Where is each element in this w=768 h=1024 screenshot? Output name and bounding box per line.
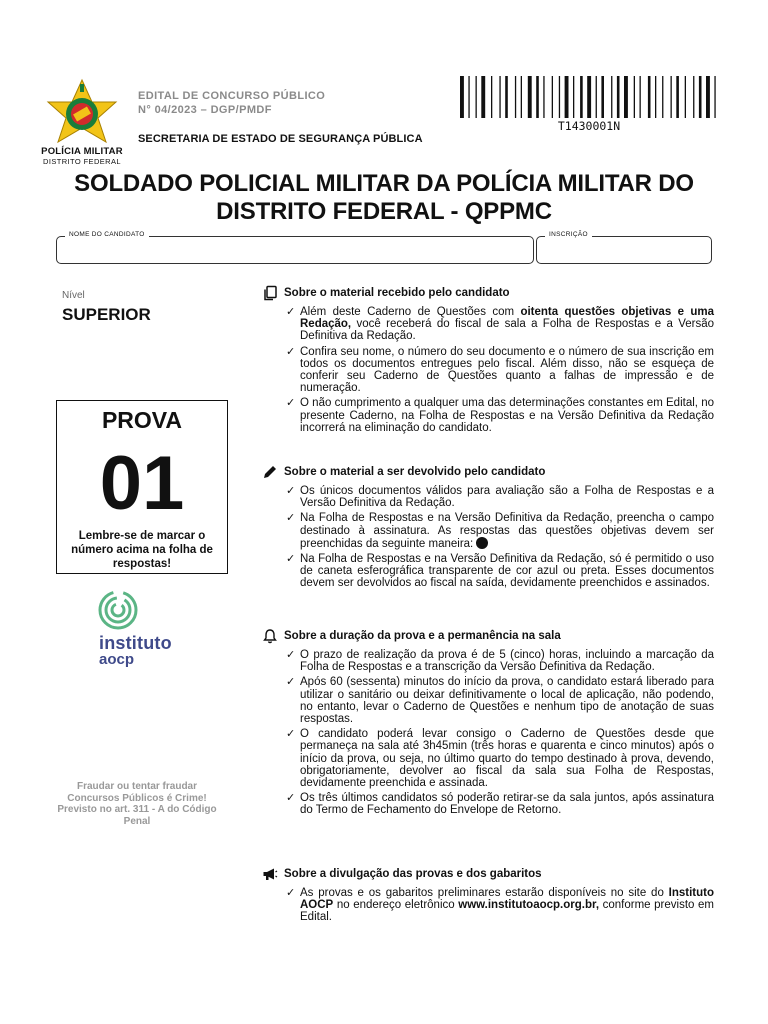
page-title-line2: DISTRITO FEDERAL - QPPMC bbox=[216, 198, 552, 225]
fraud-notice: Fraudar ou tentar fraudar Concursos Públicos é Crime! Previsto no art. 311 - A do Código Penal bbox=[57, 781, 217, 827]
pencil-icon bbox=[262, 464, 278, 480]
list-item: ✓ Na Folha de Respostas e na Versão Definitiva da Redação, preencha o campo destinado à assinatura. As respostas das questões objetivas devem ser preenchidas da seguinte maneira: bbox=[286, 511, 714, 550]
section-title: Sobre a duração da prova e a permanência na sala bbox=[284, 630, 561, 642]
list-item: ✓ As provas e os gabaritos preliminares estarão disponíveis no site do Instituto AOCP no endereço eletrônico www.institutoaocp.org.br, conforme previsto em Edital. bbox=[286, 886, 715, 924]
list-item: ✓ Além deste Caderno de Questões com oitenta questões objetivas e uma Redação, você receberá do fiscal de sala a Folha de Respostas e a Versão Definitiva da Redação. bbox=[286, 305, 715, 343]
section-material-devolvido bbox=[262, 464, 714, 593]
instituto-aocp-logo-icon bbox=[98, 590, 138, 630]
list-item: ✓ O não cumprimento a qualquer uma das determinações constantes em Edital, no presente Caderno, na Folha de Respostas e na Versão Definitiva da Redação incorrerá na eliminação do candidato. bbox=[286, 396, 714, 434]
bell-icon bbox=[262, 628, 278, 644]
section-duracao-prova bbox=[262, 628, 714, 820]
secretaria-name: SECRETARIA DE ESTADO DE SEGURANÇA PÚBLICA bbox=[138, 133, 423, 145]
inscricao-label: INSCRIÇÃO bbox=[545, 231, 592, 238]
page-title bbox=[30, 170, 738, 226]
section-material-recebido bbox=[262, 285, 714, 437]
section-title: Sobre o material a ser devolvido pelo candidato bbox=[284, 466, 546, 478]
aocp-name-line2: aocp bbox=[99, 651, 135, 668]
candidate-name-label: NOME DO CANDIDATO bbox=[65, 231, 149, 238]
list-item: ✓ O candidato poderá levar consigo o Caderno de Questões desde que permaneça na sala até 3h45min (três horas e quarenta e cinco minutos) após o início da prova, ou seja, no último quarto do tempo destinado à prova, devendo, obrigatoriamente, devolver ao fiscal da sala sua Folha de Respostas, devidamente preenchida e assinada. bbox=[286, 727, 714, 790]
aocp-name-line1: instituto bbox=[99, 633, 172, 653]
list-item: ✓ Após 60 (sessenta) minutos do início da prova, o candidato estará liberado para utilizar o sanitário ou deixar definitivamente o local de aplicação, não podendo, no entanto, levar o Caderno de Questões e nenhum tipo de anotação de suas respostas. bbox=[286, 675, 714, 726]
prova-box bbox=[56, 400, 228, 574]
barcode-icon bbox=[458, 76, 720, 118]
logo-text-df: DISTRITO FEDERAL bbox=[43, 157, 121, 166]
nivel-label: Nível bbox=[62, 290, 85, 301]
nivel-value: SUPERIOR bbox=[62, 305, 151, 324]
copy-icon bbox=[262, 285, 278, 301]
list-item: ✓ Os únicos documentos válidos para avaliação são a Folha de Respostas e a Versão Definitiva da Redação. bbox=[286, 484, 714, 510]
list-item: ✓ Confira seu nome, o número do seu documento e o número de sua inscrição em todos os documentos entregues pelo fiscal. Além disso, não se esqueça de conferir seu Caderno de Questões quanto a falhas de impressão e de numeração. bbox=[286, 344, 714, 395]
list-item: ✓ Na Folha de Respostas e na Versão Definitiva da Redação, só é permitido o uso de caneta esferográfica transparente de cor azul ou preta. Esses documentos devem ser devolvidos ao fiscal na saída, devidamente preenchidos e assinados. bbox=[286, 552, 714, 590]
prova-title: PROVA bbox=[101, 407, 183, 433]
list-item: ✓ Os três últimos candidatos só poderão retirar-se da sala juntos, após assinatura do Termo de Fechamento do Envelope de Retorno. bbox=[286, 791, 714, 817]
edital-number: N° 04/2023 – DGP/PMDF bbox=[138, 104, 272, 116]
list-item: ✓ O prazo de realização da prova é de 5 (cinco) horas, incluindo a marcação da Folha de Respostas e a transcrição da Versão Definitiva da Redação. bbox=[286, 648, 714, 674]
section-divulgacao bbox=[262, 866, 714, 927]
inscricao-field[interactable] bbox=[536, 231, 712, 264]
filled-bubble-icon bbox=[476, 537, 488, 549]
megaphone-icon bbox=[262, 866, 278, 882]
barcode-number: T1430001N bbox=[557, 119, 621, 133]
candidate-name-field[interactable] bbox=[56, 231, 534, 264]
logo-text-policia: POLÍCIA MILITAR bbox=[41, 146, 123, 157]
edital-title: EDITAL DE CONCURSO PÚBLICO bbox=[138, 90, 326, 102]
section-title: Sobre o material recebido pelo candidato bbox=[284, 287, 510, 299]
prova-number: 01 bbox=[99, 441, 185, 526]
section-title: Sobre a divulgação das provas e dos gabaritos bbox=[284, 868, 542, 880]
prova-note: Lembre-se de marcar o número acima na folha de respostas! bbox=[71, 530, 213, 570]
page-title-line1: SOLDADO POLICIAL MILITAR DA POLÍCIA MILITAR DO bbox=[74, 170, 694, 197]
